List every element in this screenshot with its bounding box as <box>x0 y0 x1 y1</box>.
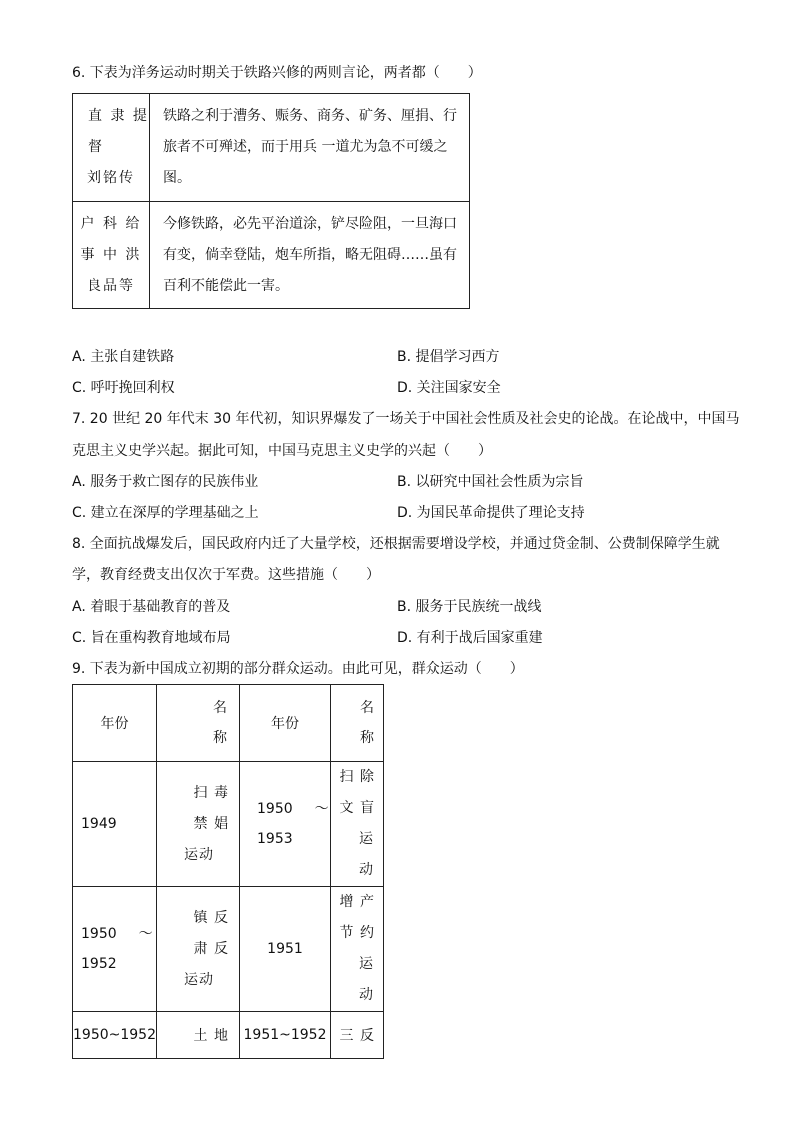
q9-header-year-2 <box>240 685 331 762</box>
table-row <box>73 1012 384 1059</box>
q7-option-d[interactable]: D. 为国民革命提供了理论支持 <box>397 505 585 521</box>
tilde-mark: ～ <box>314 801 329 817</box>
q9-year-cell <box>240 887 331 1012</box>
name-line: 文 盲 <box>339 800 375 816</box>
year-value: 1951~1952 <box>243 1027 327 1043</box>
q6-table <box>72 93 470 309</box>
q6-option-a[interactable]: A. 主张自建铁路 <box>72 349 175 365</box>
table-row <box>73 887 384 1012</box>
q6-quote-cell <box>150 94 470 202</box>
q9-name-cell <box>157 762 240 887</box>
q6-person-line: 督 <box>88 139 104 155</box>
q6-quote-line: 今修铁路，必先平治道涂，铲尽险阻，一旦海口 <box>163 215 457 232</box>
header-name-char: 名 <box>213 700 227 716</box>
q7-stem-line-1: 7. 20 世纪 20 年代末 30 年代初，知识界爆发了一场关于中国社会性质及社会史的论战。在论战中，中国马 <box>72 411 740 427</box>
name-line: 运动 <box>184 846 214 863</box>
year-value: 1949 <box>81 816 117 832</box>
q6-person-cell <box>73 94 150 202</box>
header-name-char: 名 <box>360 700 374 716</box>
year-value: 1950 <box>257 801 293 817</box>
tilde-mark: ～ <box>138 926 153 942</box>
table-row <box>73 94 470 202</box>
name-line: 镇 反 <box>193 909 229 926</box>
q7-option-c[interactable]: C. 建立在深厚的学理基础之上 <box>72 505 259 521</box>
q6-stem: 6. 下表为洋务运动时期关于铁路兴修的两则言论，两者都（ ） <box>72 65 482 81</box>
q9-name-cell <box>157 1012 240 1059</box>
name-line: 三 反 <box>339 1028 375 1044</box>
q6-person-line: 直 隶 提 <box>88 108 149 124</box>
q9-year-cell <box>240 1012 331 1059</box>
q8-stem-line-1: 8. 全面抗战爆发后，国民政府内迁了大量学校，还根据需要增设学校，并通过贷金制、公费制保障学生就 <box>72 536 720 552</box>
name-line: 扫 除 <box>339 769 375 785</box>
q6-quote-cell <box>150 202 470 309</box>
q8-stem-line-2: 学，教育经费支出仅次于军费。这些措施（ ） <box>72 567 380 583</box>
q6-person-line: 刘铭传 <box>87 170 135 186</box>
name-line: 节 约 <box>339 925 375 941</box>
q6-person-cell <box>73 202 150 309</box>
table-row <box>73 762 384 887</box>
q6-option-b[interactable]: B. 提倡学习西方 <box>397 349 500 365</box>
year-value: 1951 <box>267 941 303 957</box>
q6-option-c[interactable]: C. 呼吁挽回利权 <box>72 380 175 396</box>
header-name-char: 称 <box>360 730 374 746</box>
table-row <box>73 685 384 762</box>
year-value: 1952 <box>81 956 117 972</box>
q6-person-line: 户 科 给 <box>80 215 142 232</box>
q8-option-c[interactable]: C. 旨在重构教育地域布局 <box>72 630 231 646</box>
q9-table <box>72 684 384 1059</box>
q9-header-name-2 <box>331 685 384 762</box>
year-value: 1950 <box>81 926 117 942</box>
q6-person-line: 事 中 洪 <box>80 246 142 263</box>
q9-header-name <box>157 685 240 762</box>
q7-stem-line-2: 克思主义史学兴起。据此可知，中国马克思主义史学的兴起（ ） <box>72 443 492 459</box>
q9-name-cell <box>157 887 240 1012</box>
header-year-label: 年份 <box>100 716 129 732</box>
name-line: 运动 <box>359 956 374 1003</box>
header-name-char: 称 <box>213 730 227 746</box>
header-year-label: 年份 <box>271 716 299 732</box>
q9-year-cell <box>73 1012 157 1059</box>
name-line: 肃 反 <box>193 940 229 957</box>
q8-option-b[interactable]: B. 服务于民族统一战线 <box>397 599 542 615</box>
q9-year-cell <box>73 762 157 887</box>
q6-quote-line: 图。 <box>163 170 191 186</box>
name-line: 增 产 <box>339 894 375 910</box>
year-value: 1950~1952 <box>73 1027 156 1043</box>
name-line: 运动 <box>359 831 374 878</box>
q6-option-d[interactable]: D. 关注国家安全 <box>397 380 501 396</box>
q7-option-a[interactable]: A. 服务于救亡图存的民族伟业 <box>72 474 259 490</box>
q8-option-a[interactable]: A. 着眼于基础教育的普及 <box>72 599 231 615</box>
name-line: 运动 <box>184 971 214 988</box>
q9-name-cell <box>331 762 384 887</box>
q6-quote-line: 百利不能偿此一害。 <box>163 277 289 294</box>
q7-option-b[interactable]: B. 以研究中国社会性质为宗旨 <box>397 474 584 490</box>
q9-year-cell <box>73 887 157 1012</box>
q9-stem: 9. 下表为新中国成立初期的部分群众运动。由此可见，群众运动（ ） <box>72 661 524 677</box>
table-row <box>73 202 470 309</box>
name-line: 禁 娼 <box>193 815 229 832</box>
q8-option-d[interactable]: D. 有利于战后国家重建 <box>397 630 543 646</box>
q6-quote-line: 旅者不可殚述，而于用兵 一道尤为急不可缓之 <box>163 139 448 155</box>
year-value: 1953 <box>257 831 293 847</box>
q6-quote-line: 有变，倘幸登陆，炮车所指，略无阻碍……虽有 <box>163 246 457 263</box>
q9-name-cell <box>331 1012 384 1059</box>
q9-year-cell <box>240 762 331 887</box>
q6-person-line: 良品等 <box>87 277 135 294</box>
name-line: 扫 毒 <box>193 784 229 801</box>
q6-quote-line: 铁路之利于漕务、赈务、商务、矿务、厘捐、行 <box>163 108 457 124</box>
q9-name-cell <box>331 887 384 1012</box>
q9-header-year <box>73 685 157 762</box>
name-line: 土 地 <box>193 1028 229 1044</box>
